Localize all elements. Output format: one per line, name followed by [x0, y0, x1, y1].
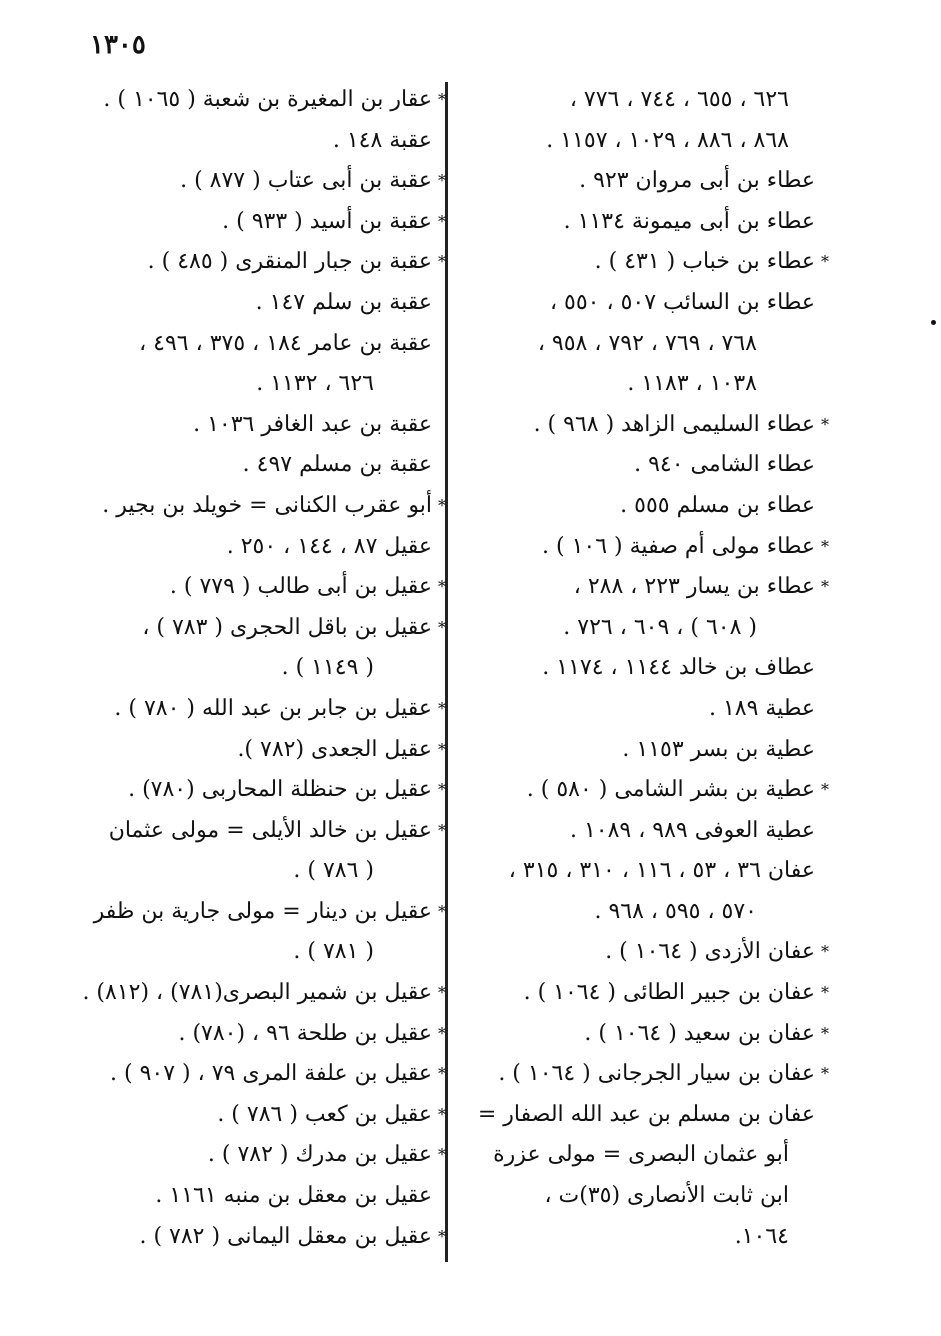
entry-text: عفان بن مسلم بن عبد الله الصفار =	[477, 1101, 815, 1127]
index-entry-line	[470, 242, 829, 283]
index-entry-line	[72, 1054, 446, 1095]
index-entry-line	[72, 486, 446, 527]
entry-text: عطية بن بشر الشامى ( ٥٨٠ ) .	[526, 777, 815, 803]
index-entry-line	[72, 80, 446, 121]
index-entry-line	[470, 1176, 815, 1217]
index-entry-line	[470, 1135, 815, 1176]
entry-text: عطاء بن أبى مروان ٩٢٣ .	[579, 168, 815, 194]
entry-text: ابن ثابت الأنصارى (٣٥)ت ،	[544, 1183, 789, 1209]
entry-marker-icon: *	[438, 577, 446, 597]
index-entry-line	[72, 811, 446, 852]
index-entry-line	[470, 811, 815, 852]
index-entry-line	[72, 364, 432, 405]
entry-text: عقيل بن حنظلة المحاربى (٧٨٠) .	[128, 777, 432, 803]
entry-text: ٥٧٠ ، ٥٩٥ ، ٩٦٨ .	[594, 898, 757, 924]
entry-text: عفان بن جبير الطائى ( ١٠٦٤ ) .	[523, 980, 815, 1006]
entry-text: عقيل بن خالد الأيلى = مولى عثمان	[108, 817, 432, 843]
index-entry-line	[72, 1014, 446, 1055]
index-entry-line	[470, 648, 815, 689]
entry-text: ٦٢٦ ، ١١٣٢ .	[256, 371, 374, 397]
entry-text: عطية بن بسر ١١٥٣ .	[622, 736, 815, 762]
entry-text: عقيل الجعدى (٧٨٢ ).	[237, 736, 432, 762]
entry-marker-icon: *	[438, 1023, 446, 1043]
index-entry-line	[72, 121, 432, 162]
index-entry-line	[72, 1176, 432, 1217]
index-entry-line	[470, 730, 815, 771]
index-entry-line	[72, 1095, 446, 1136]
entry-text: عطية العوفى ٩٨٩ ، ١٠٨٩ .	[569, 817, 815, 843]
index-entry-line	[470, 1054, 829, 1095]
entry-marker-icon: *	[438, 617, 446, 637]
index-entry-line	[72, 161, 446, 202]
entry-marker-icon: *	[438, 901, 446, 921]
index-entry-line	[72, 973, 446, 1014]
index-entry-line	[72, 730, 446, 771]
index-entry-line	[72, 324, 432, 365]
entry-text: عقيل بن شمير البصرى(٧٨١) ، (٨١٢) .	[82, 980, 432, 1006]
entry-marker-icon: *	[438, 820, 446, 840]
entry-text: عقيل بن علفة المرى ٧٩ ، ( ٩٠٧ ) .	[110, 1061, 432, 1087]
entry-text: عقبة ١٤٨ .	[332, 127, 432, 153]
entry-marker-icon: *	[821, 1023, 829, 1043]
index-entry-line	[72, 445, 432, 486]
index-entry-line	[470, 324, 815, 365]
entry-text: عقيل بن أبى طالب ( ٧٧٩ ) .	[169, 574, 432, 600]
entry-text: عفان ٣٦ ، ٥٣ ، ١١٦ ، ٣١٠ ، ٣١٥ ،	[508, 858, 815, 884]
entry-text: عطاء بن مسلم ٥٥٥ .	[620, 492, 815, 518]
entry-text: عطاء السليمى الزاهد ( ٩٦٨ ) .	[533, 411, 815, 437]
entry-text: عقيل ٨٧ ، ١٤٤ ، ٢٥٠ .	[226, 533, 432, 559]
entry-text: عقيل بن دينار = مولى جارية بن ظفر	[93, 898, 432, 924]
entry-marker-icon: *	[438, 983, 446, 1003]
index-entry-line	[72, 689, 446, 730]
index-entry-line	[72, 202, 446, 243]
entry-marker-icon: *	[438, 1064, 446, 1084]
index-entry-line	[470, 80, 815, 121]
entry-marker-icon: *	[438, 252, 446, 272]
entry-marker-icon: *	[438, 1104, 446, 1124]
entry-text: عقيل بن باقل الحجرى ( ٧٨٣ ) ،	[142, 614, 432, 640]
scan-speck	[931, 320, 936, 325]
index-entry-line	[72, 567, 446, 608]
entry-text: عطاء مولى أم صفية ( ١٠٦ ) .	[542, 533, 815, 559]
entry-text: عطاء الشامى ٩٤٠ .	[634, 452, 815, 478]
index-entry-line	[470, 892, 815, 933]
index-entry-line	[72, 932, 432, 973]
entry-text: ٧٦٨ ، ٧٦٩ ، ٧٩٢ ، ٩٥٨ ،	[537, 330, 757, 356]
entry-marker-icon: *	[821, 252, 829, 272]
entry-text: عقيل بن مدرك ( ٧٨٢ ) .	[207, 1142, 432, 1168]
entry-text: عطية ١٨٩ .	[708, 695, 815, 721]
entry-text: عطاء بن أبى ميمونة ١١٣٤ .	[563, 208, 815, 234]
entry-text: ١٠٦٤.	[734, 1223, 789, 1249]
entry-marker-icon: *	[438, 780, 446, 800]
entry-text: عقبة بن مسلم ٤٩٧ .	[242, 452, 432, 478]
entry-text: عقيل بن جابر بن عبد الله ( ٧٨٠ ) .	[114, 695, 432, 721]
index-entry-line	[470, 932, 829, 973]
index-entry-line	[470, 527, 829, 568]
page-number: ١٣٠٥	[90, 30, 146, 60]
index-entry-line	[470, 405, 829, 446]
entry-text: عقبة بن عامر ١٨٤ ، ٣٧٥ ، ٤٩٦ ،	[139, 330, 432, 356]
entry-text: عقيل بن معقل بن منبه ١١٦١ .	[155, 1183, 432, 1209]
index-entry-line	[470, 689, 815, 730]
entry-text: عقبة بن أسيد ( ٩٣٣ ) .	[222, 208, 432, 234]
entry-marker-icon: *	[821, 983, 829, 1003]
index-entry-line	[470, 1014, 829, 1055]
index-entry-line	[72, 242, 446, 283]
entry-text: عفان بن سعيد ( ١٠٦٤ ) .	[584, 1020, 815, 1046]
index-column-right	[470, 80, 829, 1257]
entry-marker-icon: *	[821, 536, 829, 556]
entry-text: ٨٦٨ ، ٨٨٦ ، ١٠٢٩ ، ١١٥٧ .	[546, 127, 789, 153]
entry-text: عقبة بن سلم ١٤٧ .	[255, 289, 432, 315]
entry-marker-icon: *	[438, 739, 446, 759]
index-entry-line	[470, 486, 815, 527]
entry-text: عفان بن سيار الجرجانى ( ١٠٦٤ ) .	[498, 1061, 815, 1087]
index-entry-line	[470, 283, 815, 324]
index-entry-line	[72, 283, 432, 324]
index-entry-line	[72, 851, 432, 892]
index-entry-line	[72, 608, 446, 649]
entry-text: ( ١١٤٩ ) .	[281, 655, 374, 681]
entry-text: عطاء بن يسار ٢٢٣ ، ٢٨٨ ،	[573, 574, 815, 600]
entry-marker-icon: *	[821, 780, 829, 800]
index-entry-line	[470, 445, 815, 486]
entry-text: عقيل بن طلحة ٩٦ ، (٧٨٠) .	[178, 1020, 432, 1046]
index-entry-line	[72, 892, 446, 933]
entry-text: عطاء بن خباب ( ٤٣١ ) .	[594, 249, 815, 275]
index-entry-line	[470, 770, 829, 811]
entry-text: عقار بن المغيرة بن شعبة ( ١٠٦٥ ) .	[103, 87, 432, 112]
index-entry-line	[72, 770, 446, 811]
entry-marker-icon: *	[438, 211, 446, 231]
entry-text: عقبة بن عبد الغافر ١٠٣٦ .	[193, 411, 432, 437]
index-column-left	[72, 80, 446, 1257]
index-entry-line	[72, 527, 432, 568]
entry-marker-icon: *	[438, 171, 446, 191]
entry-text: أبو عقرب الكنانى = خويلد بن بجير .	[102, 492, 432, 518]
index-entry-line	[470, 161, 815, 202]
index-entry-line	[470, 567, 829, 608]
entry-text: عطاف بن خالد ١١٤٤ ، ١١٧٤ .	[542, 655, 815, 681]
entry-text: ١٠٣٨ ، ١١٨٣ .	[627, 371, 757, 397]
index-entry-line	[470, 1095, 815, 1136]
entry-text: ٦٢٦ ، ٦٥٥ ، ٧٤٤ ، ٧٧٦ ،	[569, 87, 789, 112]
entry-text: عفان الأزدى ( ١٠٦٤ ) .	[605, 939, 815, 965]
index-entry-line	[470, 202, 815, 243]
index-entry-line	[470, 851, 815, 892]
index-entry-line	[72, 1217, 446, 1258]
entry-marker-icon: *	[438, 698, 446, 718]
index-entry-line	[470, 1217, 815, 1258]
entry-text: عقيل بن كعب ( ٧٨٦ ) .	[217, 1101, 432, 1127]
entry-marker-icon: *	[438, 1226, 446, 1246]
entry-text: عقيل بن معقل اليمانى ( ٧٨٢ ) .	[139, 1223, 432, 1249]
index-entry-line	[72, 648, 432, 689]
index-entry-line	[470, 973, 829, 1014]
index-entry-line	[470, 608, 815, 649]
entry-marker-icon: *	[438, 495, 446, 515]
index-entry-line	[72, 1135, 446, 1176]
entry-marker-icon: *	[821, 942, 829, 962]
entry-marker-icon: *	[438, 1145, 446, 1165]
entry-text: عقبة بن أبى عتاب ( ٨٧٧ ) .	[180, 168, 432, 194]
entry-text: عطاء بن السائب ٥٠٧ ، ٥٥٠ ،	[549, 289, 815, 315]
entry-text: أبو عثمان البصرى = مولى عزرة	[493, 1142, 789, 1168]
entry-marker-icon: *	[821, 1064, 829, 1084]
entry-text: ( ٧٨٦ ) .	[293, 858, 374, 884]
index-entry-line	[470, 364, 815, 405]
index-entry-line	[470, 121, 815, 162]
index-entry-line	[72, 405, 432, 446]
entry-marker-icon: *	[438, 90, 446, 109]
entry-marker-icon: *	[821, 414, 829, 434]
entry-marker-icon: *	[821, 577, 829, 597]
entry-text: ( ٧٨١ ) .	[293, 939, 374, 965]
entry-text: عقبة بن جبار المنقرى ( ٤٨٥ ) .	[147, 249, 432, 275]
entry-text: ( ٦٠٨ ) ، ٦٠٩ ، ٧٢٦ .	[563, 614, 757, 640]
